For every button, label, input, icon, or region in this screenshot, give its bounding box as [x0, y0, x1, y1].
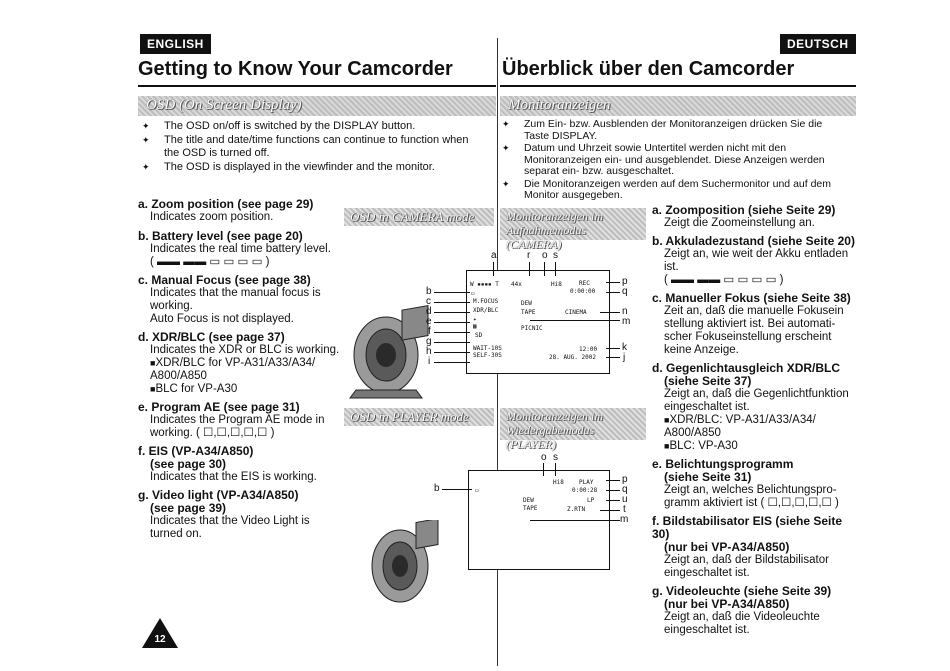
self-timer-indicator: SELF-30S [473, 352, 502, 359]
item-b [652, 235, 862, 287]
callout-h: h [426, 346, 432, 357]
bullet-item: ✦ The title and date/time functions can continue to function when the OSD is turned off. [142, 134, 482, 160]
item-title: d. Gegenlichtausgleich XDR/BLC [652, 361, 841, 375]
callout-n: n [622, 306, 628, 317]
bullet-item: ✦ Datum und Uhrzeit sowie Untertitel werden nicht mit den Monitoranzeigen ein- und ausgeblendet. Diese Anzeigen werden separat ein- bzw. ausgeschaltet. [502, 143, 844, 178]
callout-g: g [426, 336, 432, 347]
callout-s: s [553, 452, 558, 463]
bullets-deutsch [502, 119, 844, 203]
battery-icons: ( ▬▬ ▬▬ ▭ ▭ ▭ ▭ ) [150, 256, 270, 268]
item-desc: Zeigt an, daß die Gegenlichtfunktion eingeschaltet ist. [664, 388, 849, 413]
item-title: (nur bei VP-A34/A850) [664, 597, 790, 611]
callout-line [606, 348, 620, 349]
section-banner-english: OSD (On Screen Display) [138, 96, 496, 116]
callout-line [530, 320, 620, 321]
lp-indicator: LP [587, 497, 595, 504]
callout-line [600, 510, 620, 511]
bullet-item: ✦ Die Monitoranzeigen werden auf dem Suchermonitor und auf dem Monitor ausgegeben. [502, 179, 844, 202]
xdrblc-indicator: XDR/BLC [473, 307, 499, 314]
callout-line [529, 262, 530, 276]
callout-line [434, 362, 470, 363]
callout-o: o [541, 452, 547, 463]
callout-line [434, 342, 470, 343]
callout-line [606, 292, 620, 293]
item-g [138, 489, 343, 541]
callout-s: s [553, 250, 558, 261]
item-desc: Indicates zoom position. [150, 211, 274, 223]
callout-e: e [426, 316, 432, 327]
quality-indicator: Hi8 [553, 479, 564, 486]
bullet-item: ✦ Zum Ein- bzw. Ausblenden der Monitoranzeigen drücken Sie die Taste DISPLAY. [502, 119, 844, 142]
callout-m: m [622, 316, 631, 327]
items-deutsch [652, 204, 862, 637]
sub-banner-player-deutsch [500, 408, 646, 451]
item-e [138, 401, 343, 440]
zrtn-indicator: Z.RTN [567, 506, 586, 513]
item-sub: ■ XDR/BLC for VP-A31/A33/A34/ A800/A850 [150, 357, 315, 382]
item-title: c. Manueller Fokus (siehe Seite 38) [652, 291, 851, 305]
item-title: d. XDR/BLC (see page 37) [138, 330, 285, 344]
item-a [138, 198, 343, 224]
callout-b: b [426, 286, 432, 297]
item-d [138, 331, 348, 396]
tape-counter: 0:00:28 [572, 487, 598, 494]
item-f [652, 515, 862, 580]
sub-banner-camera-english: OSD in CAMERA mode [344, 208, 494, 226]
date-display: 28. AUG. 2002 [549, 354, 596, 361]
callout-a: a [491, 250, 497, 261]
callout-line [493, 262, 494, 276]
item-desc: Indicates that the Video Light is turned on. [150, 515, 310, 540]
item-desc: Zeigt an, wie weit der Akku entladen ist. [664, 248, 849, 273]
callout-line [544, 262, 545, 276]
battery-icons: ( ▬▬ ▬▬ ▭ ▭ ▭ ▭ ) [664, 274, 784, 286]
zoom-indicator: W ▪▪▪▪ T [470, 281, 499, 288]
callout-j: j [623, 352, 626, 363]
item-desc: Indicates the XDR or BLC is working. [150, 344, 340, 356]
callout-line [606, 480, 620, 481]
item-title: (siehe Seite 31) [664, 470, 752, 484]
callout-line [555, 262, 556, 276]
item-desc: Indicates the real time battery level. [150, 243, 331, 255]
item-desc: Zeigt an, welches Belichtungspro-gramm aktiviert ist ( ☐,☐,☐,☐,☐ ) [664, 484, 839, 509]
item-title: (see page 30) [150, 457, 227, 471]
sub-banner-line: Monitoranzeigen im [506, 209, 603, 223]
callout-line [434, 332, 470, 333]
callout-i: i [428, 356, 431, 367]
item-c [652, 292, 862, 357]
item-title: f. EIS (VP-A34/A850) [138, 444, 254, 458]
callout-t: t [623, 504, 626, 515]
tape-counter: 0:00:00 [570, 288, 596, 295]
item-title: a. Zoom position (see page 29) [138, 197, 314, 211]
callout-p: p [622, 474, 628, 485]
callout-line [543, 463, 544, 476]
mfocus-indicator: M.FOCUS [473, 298, 499, 305]
page-title-english: Getting to Know Your Camcorder [138, 58, 453, 80]
callout-line [434, 322, 470, 323]
sub-banner-line: Wiedergabemodus (PLAYER) [506, 423, 595, 451]
item-title: (siehe Seite 37) [664, 374, 752, 388]
callout-line [434, 292, 470, 293]
item-g [652, 585, 862, 637]
callout-line [606, 357, 620, 358]
callout-u: u [622, 494, 628, 505]
play-indicator: PLAY [579, 479, 594, 486]
sub-banner-camera-deutsch [500, 208, 646, 251]
items-english [138, 198, 343, 541]
sub-banner-line: Aufnahmemodus (CAMERA) [506, 223, 586, 251]
item-title: b. Akkuladezustand (siehe Seite 20) [652, 234, 855, 248]
sub-banner-player-english: OSD in PLAYER mode [344, 408, 494, 426]
dew-indicator: DEW [521, 300, 532, 307]
bullet-item: ✦ The OSD on/off is switched by the DISPLAY button. [142, 120, 482, 133]
item-c [138, 274, 343, 326]
callout-line [434, 352, 470, 353]
callout-line [530, 520, 620, 521]
callout-q: q [622, 286, 628, 297]
callout-line [434, 302, 470, 303]
zoom-level: 44x [511, 281, 522, 288]
bullet-item: ✦ The OSD is displayed in the viewfinder and the monitor. [142, 161, 482, 174]
callout-b: b [434, 483, 440, 494]
callout-line [606, 282, 620, 283]
callout-line [600, 312, 620, 313]
callout-line [606, 500, 620, 501]
item-e [652, 458, 862, 510]
battery-icon: ▭ [471, 290, 475, 297]
rec-indicator: REC [579, 280, 590, 287]
item-a [652, 204, 862, 230]
time-display: 12:00 [579, 346, 598, 353]
callout-p: p [622, 276, 628, 287]
tape-indicator: TAPE [523, 505, 538, 512]
item-b [138, 230, 343, 269]
item-desc: Auto Focus is not displayed. [150, 313, 294, 325]
callout-c: c [426, 296, 431, 307]
item-desc: Indicates that the EIS is working. [150, 471, 317, 483]
item-desc: Zeigt an, daß die Videoleuchte eingeschaltet ist. [664, 611, 820, 636]
callout-line [555, 463, 556, 476]
quality-indicator: Hi8 [551, 281, 562, 288]
eis-icon: ▦ [473, 323, 477, 330]
sub-banner-line: Monitoranzeigen im [506, 409, 603, 423]
battery-icon: ▭ [475, 487, 479, 494]
callout-m: m [620, 514, 629, 525]
item-desc: Zeit an, daß die manuelle Fokusein stellung aktiviert ist. Bei automati-scher Fokuseinstellung erscheint keine Anzeige. [664, 305, 844, 356]
language-tag-english: ENGLISH [140, 34, 211, 54]
item-desc: Indicates the Program AE mode in working. ( ☐,☐,☐,☐,☐ ) [150, 414, 325, 439]
callout-f: f [428, 326, 431, 337]
item-f [138, 445, 343, 484]
item-desc: Indicates that the manual focus is working. [150, 287, 321, 312]
cinema-indicator: CINEMA [565, 309, 587, 316]
callout-k: k [622, 342, 627, 353]
title-rule-right [500, 85, 856, 87]
callout-q: q [622, 484, 628, 495]
language-tag-deutsch: DEUTSCH [780, 34, 856, 54]
item-sub: ■ BLC for VP-A30 [150, 383, 237, 395]
camcorder-illustration [346, 300, 432, 400]
item-title: (nur bei VP-A34/A850) [664, 540, 790, 554]
item-title: (see page 39) [150, 501, 227, 515]
picnic-indicator: PICNIC [521, 325, 543, 332]
callout-r: r [527, 250, 531, 261]
item-title: f. Bildstabilisator EIS (siehe Seite 30) [652, 514, 843, 541]
item-sub: ■ XDR/BLC: VP-A31/A33/A34/ A800/A850 [664, 414, 816, 439]
item-title: e. Program AE (see page 31) [138, 400, 300, 414]
item-title: b. Battery level (see page 20) [138, 229, 303, 243]
item-desc: Zeigt die Zoomeinstellung an. [664, 217, 815, 229]
camcorder-illustration [362, 520, 442, 610]
item-title: c. Manual Focus (see page 38) [138, 273, 311, 287]
page-number: 12 [154, 634, 166, 645]
item-d [652, 362, 862, 453]
callout-d: d [426, 306, 432, 317]
title-rule-left [138, 85, 496, 87]
callout-o: o [542, 250, 548, 261]
callout-line [434, 312, 470, 313]
item-sub: ■ BLC: VP-A30 [664, 440, 738, 452]
callout-line [442, 489, 472, 490]
dew-indicator: DEW [523, 497, 534, 504]
bullets-english [142, 120, 482, 175]
item-title: g. Video light (VP-A34/A850) [138, 488, 299, 502]
item-desc: Zeigt an, daß der Bildstabilisator eingeschaltet ist. [664, 554, 829, 579]
tape-indicator: TAPE [521, 309, 536, 316]
callout-line [606, 490, 620, 491]
sd-indicator: SD [475, 332, 483, 339]
wait-indicator: WAIT-10S [473, 345, 502, 352]
item-title: g. Videoleuchte (siehe Seite 39) [652, 584, 832, 598]
item-title: a. Zoomposition (siehe Seite 29) [652, 203, 836, 217]
section-banner-deutsch: Monitoranzeigen [500, 96, 856, 116]
program-ae-icon: ✦ [473, 316, 477, 323]
osd-screen-camera [466, 270, 610, 374]
item-title: e. Belichtungsprogramm [652, 457, 794, 471]
page-title-deutsch: Überblick über den Camcorder [502, 58, 795, 80]
